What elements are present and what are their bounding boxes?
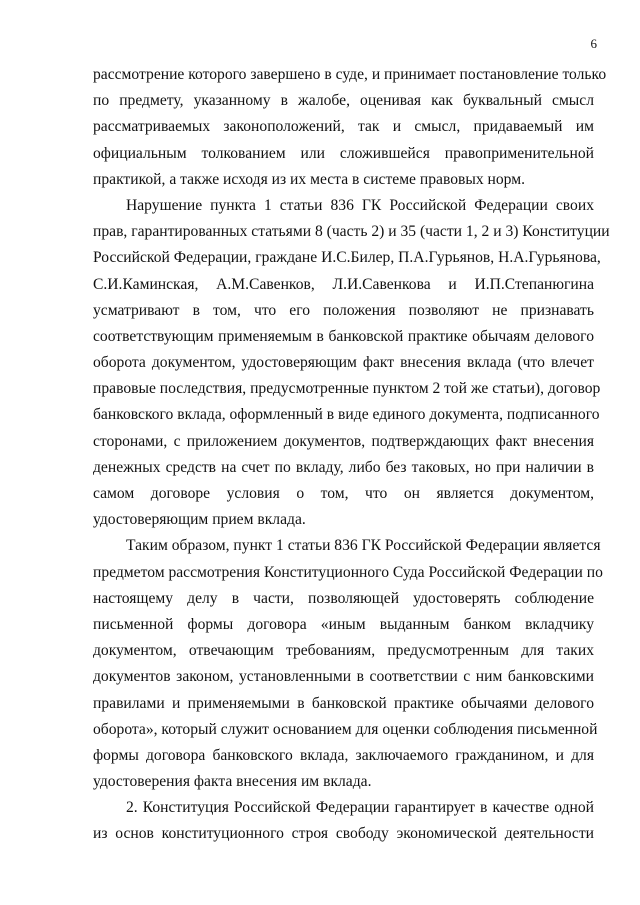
text-line: оборота документом, удостоверяющим факт внесения вклада (что влечет bbox=[93, 354, 594, 372]
text-line: правилами и применяемыми в банковской практике обычаями делового bbox=[93, 694, 594, 712]
paragraph bbox=[93, 533, 603, 795]
text-line: Таким образом, пункт 1 статьи 836 ГК Российской Федерации является bbox=[126, 537, 601, 555]
text-line: банковского вклада, оформленный в виде единого документа, подписанного bbox=[93, 406, 600, 424]
text-line: предметом рассмотрения Конституционного Суда Российской Федерации по bbox=[93, 563, 603, 581]
paragraph bbox=[93, 193, 610, 533]
text-line: удостоверения факта внесения им вклада. bbox=[93, 773, 372, 791]
text-line: самом договоре условия о том, что он является документом, bbox=[93, 485, 594, 502]
text-line: по предмету, указанному в жалобе, оценивая как буквальный смысл bbox=[93, 92, 594, 110]
text-line: Российской Федерации, граждане И.С.Билер, П.А.Гурьянов, Н.А.Гурьянова, bbox=[93, 249, 601, 267]
document-body bbox=[93, 62, 610, 848]
text-line: из основ конституционного строя свободу экономической деятельности bbox=[93, 825, 594, 843]
text-line: документом, отвечающим требованиям, предусмотренным для таких bbox=[93, 642, 594, 660]
text-line: документов законом, установленными в соответствии с ним банковскими bbox=[93, 668, 594, 686]
text-line: Нарушение пункта 1 статьи 836 ГК Российской Федерации своих bbox=[126, 196, 594, 214]
text-line: усматривают в том, что его положения позволяют не признавать bbox=[93, 301, 594, 319]
text-line: денежных средств на счет по вкладу, либо без таковых, но при наличии в bbox=[93, 458, 594, 476]
text-line: удостоверяющим прием вклада. bbox=[93, 511, 306, 529]
text-line: соответствующим применяемым в банковской практике обычаям делового bbox=[93, 327, 594, 345]
text-line: правовые последствия, предусмотренные пунктом 2 той же статьи), договор bbox=[93, 380, 601, 398]
text-line: 2. Конституция Российской Федерации гарантирует в качестве одной bbox=[126, 799, 594, 817]
text-line: сторонами, с приложением документов, подтверждающих факт внесения bbox=[93, 432, 594, 450]
page-number: 6 bbox=[590, 36, 597, 51]
text-line: рассматриваемых законоположений, так и смысл, придаваемый им bbox=[93, 118, 594, 136]
text-line: рассмотрение которого завершено в суде, и принимает постановление только bbox=[93, 66, 607, 83]
text-line: оборота», который служит основанием для оценки соблюдения письменной bbox=[93, 720, 598, 738]
text-line: С.И.Каминская, А.М.Савенков, Л.И.Савенкова и И.П.Степанюгина bbox=[93, 275, 594, 293]
text-line: официальным толкованием или сложившейся правоприменительной bbox=[93, 144, 594, 162]
paragraph bbox=[93, 62, 607, 193]
text-line: практикой, а также исходя из их места в системе правовых норм. bbox=[93, 170, 526, 188]
text-line: формы договора банковского вклада, заключаемого гражданином, и для bbox=[93, 746, 594, 764]
text-line: настоящему делу в части, позволяющей удостоверять соблюдение bbox=[93, 589, 594, 607]
paragraph bbox=[93, 795, 594, 847]
text-line: прав, гарантированных статьями 8 (часть 2) и 35 (части 1, 2 и 3) Конституции bbox=[93, 223, 610, 241]
text-line: письменной формы договора «иным выданным банком вкладчику bbox=[93, 615, 594, 633]
